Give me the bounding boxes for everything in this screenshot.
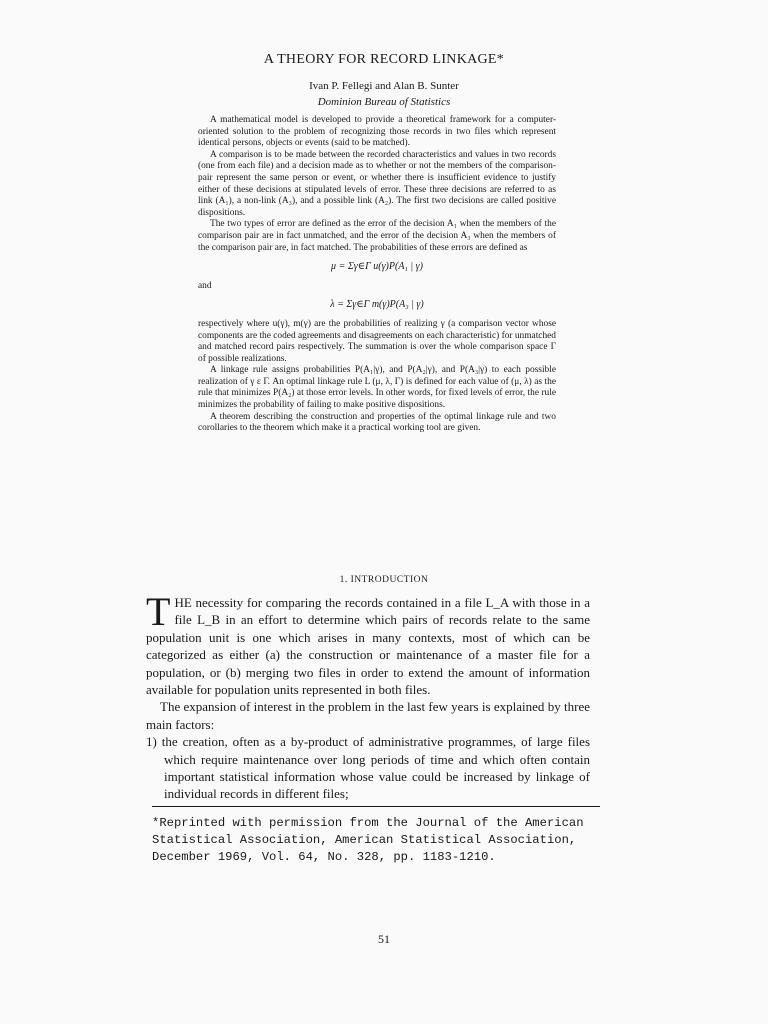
section-heading: 1. INTRODUCTION (339, 575, 429, 585)
intro-paragraph: HE necessity for comparing the records contained in a file L_A with those in a file L_B in an effort to determine which pairs of records relate to the same population unit is one which arises in many contexts, most of which can be categorized as either (a) the construction or maintenance of a master file for a population, or (b) merging two files in order to extend the amount of information available for population units represented in both files. (146, 595, 590, 698)
equation-mu: μ = Σγ∈Γ u(γ)P(A₁ | γ) (331, 261, 423, 273)
abstract-paragraph: The two types of error are defined as the error of the decision A₁ when the members of the comparison pair are in fact unmatched, and the error of the decision A₃ when the members of the comparison pair are, in fact matched. The probabilities of these errors are defined as (198, 219, 556, 253)
affiliation: Dominion Bureau of Statistics (317, 96, 451, 108)
drop-cap: T (146, 589, 171, 634)
abstract-paragraph: A linkage rule assigns probabilities P(A₁|γ), and P(A₂|γ), and P(A₃|γ) to each possible realization of γ ε Γ. An optimal linkage rule L (μ, λ, Γ) is defined for each value of (μ, λ) as the rule that minimizes P(A₂) at those error levels. In other words, for fixed levels of error, the rule minimizes the probability of failing to make positive dispositions. (198, 365, 556, 411)
abstract-paragraph: A comparison is to be made between the recorded characteristics and values in two records (one from each file) and a decision made as to whether or not the members of the comparison-pair represent the same person or event, or whether there is insufficient evidence to justify either of these decisions at stipulated levels of error. These three decisions are referred to as link (A₁), a non-link (A₃), and a possible link (A₂). The first two decisions are called positive dispositions. (198, 149, 556, 218)
introduction (146, 589, 590, 803)
abstract (198, 115, 556, 435)
intro-paragraph: The expansion of interest in the problem in the last few years is explained by three main factors: (146, 699, 590, 732)
equation-lambda: λ = Σγ∈Γ m(γ)P(A₃ | γ) (330, 299, 424, 311)
page-number: 51 (378, 932, 390, 946)
abstract-paragraph: respectively where u(γ), m(γ) are the probabilities of realizing γ (a comparison vector whose components are the coded agreements and disagreements on each characteristic) for unmatched and matched record pairs respectively. The summation is over the whole comparison space Γ of possible realizations. (198, 318, 556, 364)
list-item: 1) the creation, often as a by-product of administrative programmes, of large files which require maintenance over long periods of time and which often contain important statistical information whose value could be increased by linkage of individual records in different files; (146, 734, 590, 802)
abstract-paragraph: A theorem describing the construction and properties of the optimal linkage rule and two corollaries to the theorem which make it a practical working tool are given. (198, 411, 556, 434)
abstract-paragraph: A mathematical model is developed to provide a theoretical framework for a computer-oriented solution to the problem of recognizing those records in two files which represent identical persons, objects or events (said to be matched). (198, 115, 556, 149)
abstract-and: and (198, 280, 212, 291)
footnote: *Reprinted with permission from the Journal of the American Statistical Association, American Statistical Association, December 1969, Vol. 64, No. 328, pp. 1183-1210. (152, 806, 600, 866)
authors: Ivan P. Fellegi and Alan B. Sunter (309, 80, 459, 92)
paper-title: A THEORY FOR RECORD LINKAGE* (263, 52, 505, 67)
